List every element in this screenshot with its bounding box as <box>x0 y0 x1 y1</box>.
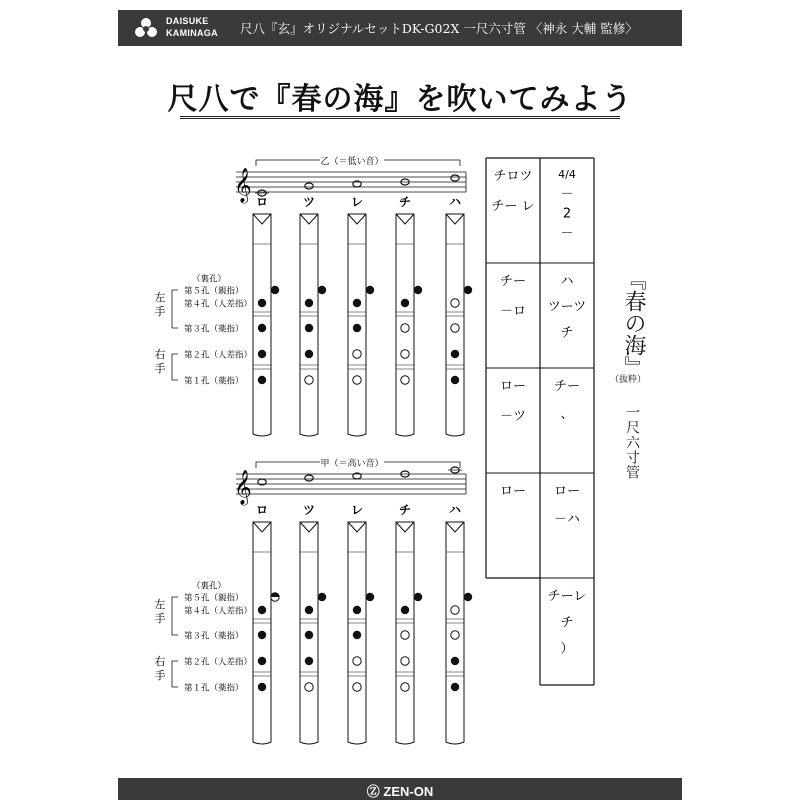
brand-line-1: DAISUKE <box>166 16 209 26</box>
hole-label-3: 第３孔（薬指） <box>184 631 244 642</box>
score-col1-cell-1-1: －ロ <box>499 304 527 319</box>
note-name-2: ツ <box>302 503 316 517</box>
instrument-label: 一尺六寸管 <box>624 405 640 480</box>
brand-line-2: KAMINAGA <box>166 28 218 38</box>
header-title: 尺八『玄』オリジナルセットDK-G02X 一尺六寸管 〈神永 大輔 監修〉 <box>240 21 638 36</box>
hole-label-5: 第１孔（薬指） <box>184 376 244 387</box>
publisher-name: ZEN-ON <box>383 784 434 799</box>
note-name-4: チ <box>398 503 412 517</box>
left-hand-label-2: 手 <box>154 305 166 318</box>
hole-label-4: 第２孔（人差指） <box>184 657 253 668</box>
hole-label-1: 第５孔（親指） <box>184 593 244 604</box>
hole-label-0: （裏孔） <box>192 274 227 285</box>
note-name-4: チ <box>398 195 412 209</box>
hole-label-0: （裏孔） <box>192 581 227 592</box>
page-title: 尺八で『春の海』を吹いてみよう <box>167 82 633 117</box>
score-col2-cell-1-1: ツーツ <box>547 299 587 315</box>
left-hand-label: 左 <box>154 598 166 611</box>
note-name-1: ロ <box>255 503 269 517</box>
hole-label-3: 第３孔（薬指） <box>184 324 244 335</box>
score-col2-cell-2-0: チー <box>553 379 581 394</box>
right-hand-label: 右 <box>154 348 166 361</box>
score-col2-cell-1-0: ハ <box>560 274 574 289</box>
note-name-5: ハ <box>448 503 462 517</box>
treble-clef-icon: 𝄞 <box>234 470 252 505</box>
score-col1-cell-2-1: －ツ <box>499 409 527 424</box>
register-label: 甲（＝高い音） <box>320 459 384 469</box>
hole-label-2: 第４孔（人差指） <box>184 606 253 617</box>
score-col2-cell-0-0: － <box>560 187 574 202</box>
right-hand-label-2: 手 <box>154 669 166 682</box>
score-col2-cell-0-1: 2 <box>562 206 572 222</box>
left-hand-label-2: 手 <box>154 612 166 625</box>
hole-label-2: 第４孔（人差指） <box>184 299 253 310</box>
hole-label-1: 第５孔（親指） <box>184 286 244 297</box>
note-name-3: レ <box>350 503 364 517</box>
time-signature: 4/4 <box>558 168 576 181</box>
publisher-logo <box>118 781 682 800</box>
right-hand-label: 右 <box>154 655 166 668</box>
score-col2-cell-3-1: －ハ <box>553 512 581 527</box>
score-col1-cell-0-0: チロツ <box>493 169 533 184</box>
score-col2-cell-1-2: チ <box>560 325 574 341</box>
score-col1-cell-1-0: チー <box>499 274 527 289</box>
score-col2-cell-2-1: 、 <box>560 407 574 422</box>
score-col2-cell-4-0: チーレ <box>547 589 587 604</box>
score-col1-cell-0-1: チー レ <box>491 199 535 214</box>
hole-label-4: 第２孔（人差指） <box>184 350 253 361</box>
note-name-3: レ <box>350 195 364 209</box>
register-label: 乙（＝低い音） <box>320 157 384 167</box>
treble-clef-icon: 𝄞 <box>234 168 252 203</box>
hole-label-5: 第１孔（薬指） <box>184 683 244 694</box>
note-name-2: ツ <box>302 195 316 209</box>
left-hand-label: 左 <box>154 291 166 304</box>
arrangement-note: （抜粋） <box>609 375 646 385</box>
right-hand-label-2: 手 <box>154 362 166 375</box>
score-col2-cell-4-2: ） <box>560 641 574 657</box>
score-title: 『春の海』 <box>621 268 646 378</box>
footer-bar <box>118 778 682 800</box>
score-col2-cell-0-2: － <box>560 226 574 242</box>
score-col1-cell-3-0: ロー <box>499 484 527 499</box>
score-col1-cell-2-0: ロー <box>499 379 527 394</box>
note-name-5: ハ <box>448 195 462 209</box>
score-col2-cell-3-0: ロー <box>553 484 581 499</box>
score-col2-cell-4-1: チ <box>560 615 574 631</box>
note-name-1: ロ <box>255 195 269 209</box>
zen-on-mark-icon: Ⓩ <box>366 784 380 799</box>
